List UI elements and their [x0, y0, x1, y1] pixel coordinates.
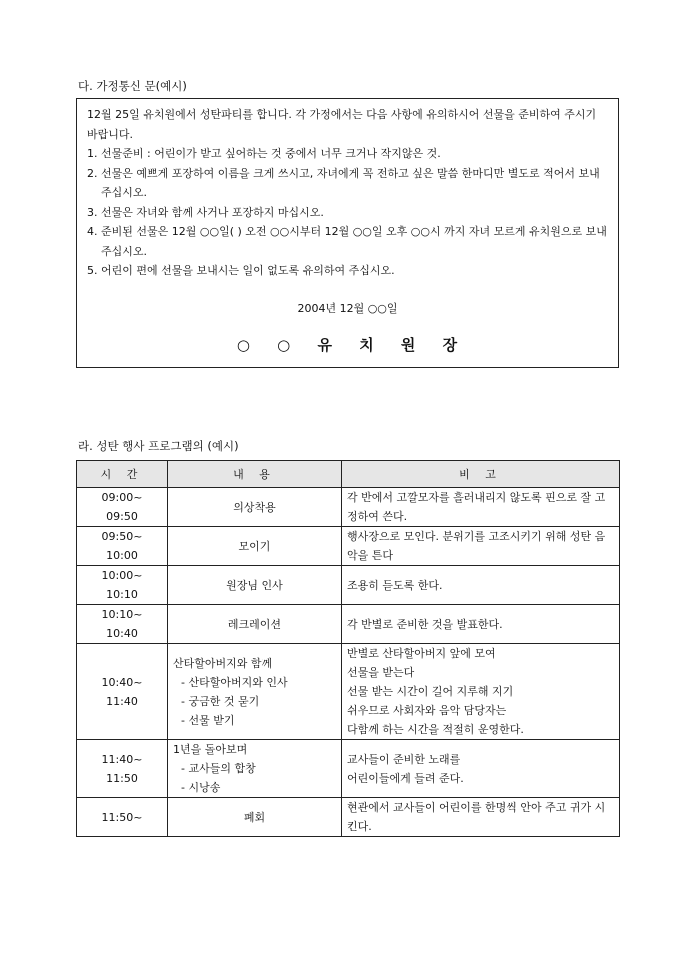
time-start: 10:00~: [101, 569, 143, 582]
content-line: 1년을 돌아보며: [173, 743, 248, 756]
note-line: 반별로 산타할아버지 앞에 모여: [347, 647, 496, 660]
time-cell: [77, 488, 168, 527]
letter-signature: ○ ○ 유 치 원 장: [236, 335, 459, 354]
time-cell: [77, 798, 168, 837]
table-row: [77, 566, 620, 605]
time-end: 11:50: [106, 771, 138, 785]
note-cell: [342, 566, 620, 605]
letter-item: [87, 164, 608, 203]
content-line: 레크레이션: [227, 617, 282, 631]
note-line: 조용히 듣도록 한다.: [347, 578, 443, 592]
item-number: 5.: [87, 264, 98, 277]
note-line: 다함께 하는 시간을 적절히 운영한다.: [347, 723, 524, 736]
content-line: - 선물 받기: [181, 713, 235, 727]
time-cell: [77, 605, 168, 644]
note-line: 행사장으로 모인다. 분위기를 고조시키기 위해 성탄 음악을 튼다: [347, 530, 606, 562]
letter-item: [87, 203, 608, 223]
item-text: 어린이 편에 선물을 보내시는 일이 없도록 유의하여 주십시오.: [101, 264, 395, 277]
item-number: 2.: [87, 166, 98, 180]
note-cell: [342, 644, 620, 740]
time-start: 11:40~: [101, 752, 143, 766]
section-title-letter: 다. 가정통신 문(예시): [78, 79, 187, 93]
note-line: 쉬우므로 사회자와 음악 담당자는: [347, 704, 507, 717]
time-start: 11:50~: [101, 810, 143, 824]
home-letter-box: [76, 98, 619, 368]
content-line: - 교사들의 합창: [181, 762, 256, 775]
header-time: 시 간: [77, 461, 168, 488]
table-row: [77, 644, 620, 740]
content-line: - 궁금한 것 묻기: [181, 694, 260, 708]
time-end: 09:50: [106, 510, 138, 523]
table-row: [77, 740, 620, 798]
time-start: 10:40~: [101, 675, 143, 689]
content-line: 원장님 인사: [226, 578, 283, 592]
note-cell: [342, 488, 620, 527]
content-cell: [168, 798, 342, 837]
content-cell: [168, 566, 342, 605]
section-title-program: 라. 성탄 행사 프로그램의 (예시): [78, 439, 239, 453]
table-row: [77, 798, 620, 837]
time-start: 09:00~: [101, 491, 143, 504]
item-text: 선물은 예쁘게 포장하여 이름을 크게 쓰시고, 자녀에게 꼭 전하고 싶은 말씀 한마디만 별도로 적어서 보내 주십시오.: [101, 166, 600, 199]
letter-item: [87, 261, 608, 281]
content-line: 모이기: [238, 539, 271, 553]
note-line: 선물을 받는다: [347, 666, 415, 679]
note-cell: [342, 740, 620, 798]
time-cell: [77, 566, 168, 605]
item-number: 3.: [87, 205, 98, 219]
note-line: 선물 받는 시간이 길어 지루해 지기: [347, 685, 514, 698]
letter-intro: 12월 25일 유치원에서 성탄파티를 합니다. 각 가정에서는 다음 사항에 유의하시어 선물을 준비하여 주시기 바랍니다.: [87, 108, 597, 141]
letter-item: [87, 222, 608, 261]
time-cell: [77, 527, 168, 566]
content-line: - 시낭송: [181, 781, 221, 794]
content-line: - 산타할아버지와 인사: [181, 675, 288, 689]
item-number: 1.: [87, 147, 98, 160]
item-text: 선물은 자녀와 함께 사거나 포장하지 마십시오.: [101, 205, 324, 219]
letter-date: 2004년 12월 ○○일: [297, 301, 398, 315]
time-end: 10:40: [106, 627, 138, 640]
note-line: 각 반별로 준비한 것을 발표한다.: [347, 617, 503, 631]
note-line: 각 반에서 고깔모자를 흘러내리지 않도록 핀으로 잘 고정하여 쓴다.: [347, 491, 606, 523]
header-content: 내 용: [168, 461, 342, 488]
time-start: 10:10~: [101, 608, 143, 621]
item-text: 준비된 선물은 12월 ○○일( ) 오전 ○○시부터 12월 ○○일 오후 ○○시 까지 자녀 모르게 유치원으로 보내 주십시오.: [101, 225, 607, 258]
time-cell: [77, 644, 168, 740]
table-row: [77, 527, 620, 566]
table-row: [77, 605, 620, 644]
table-row: [77, 488, 620, 527]
program-table: [76, 460, 620, 837]
content-cell: [168, 740, 342, 798]
content-cell: [168, 605, 342, 644]
item-number: 4.: [87, 225, 98, 238]
note-cell: [342, 798, 620, 837]
content-cell: [168, 644, 342, 740]
letter-item: [87, 144, 608, 164]
note-cell: [342, 527, 620, 566]
time-cell: [77, 740, 168, 798]
content-line: 폐회: [243, 810, 266, 824]
table-header-row: [77, 461, 620, 488]
note-line: 현관에서 교사들이 어린이를 한명씩 안아 주고 귀가 시킨다.: [347, 801, 606, 833]
note-line: 교사들이 준비한 노래를: [347, 752, 461, 766]
header-note: 비 고: [342, 461, 620, 488]
content-line: 의상착용: [233, 500, 276, 514]
time-start: 09:50~: [101, 530, 143, 543]
time-end: 10:10: [106, 588, 138, 601]
time-end: 11:40: [106, 694, 138, 708]
content-cell: [168, 527, 342, 566]
content-line: 산타할아버지와 함께: [173, 656, 273, 670]
note-line: 어린이들에게 들려 준다.: [347, 771, 464, 785]
content-cell: [168, 488, 342, 527]
item-text: 선물준비 : 어린이가 받고 싶어하는 것 중에서 너무 크거나 작지않은 것.: [101, 147, 441, 160]
time-end: 10:00: [106, 549, 138, 562]
note-cell: [342, 605, 620, 644]
